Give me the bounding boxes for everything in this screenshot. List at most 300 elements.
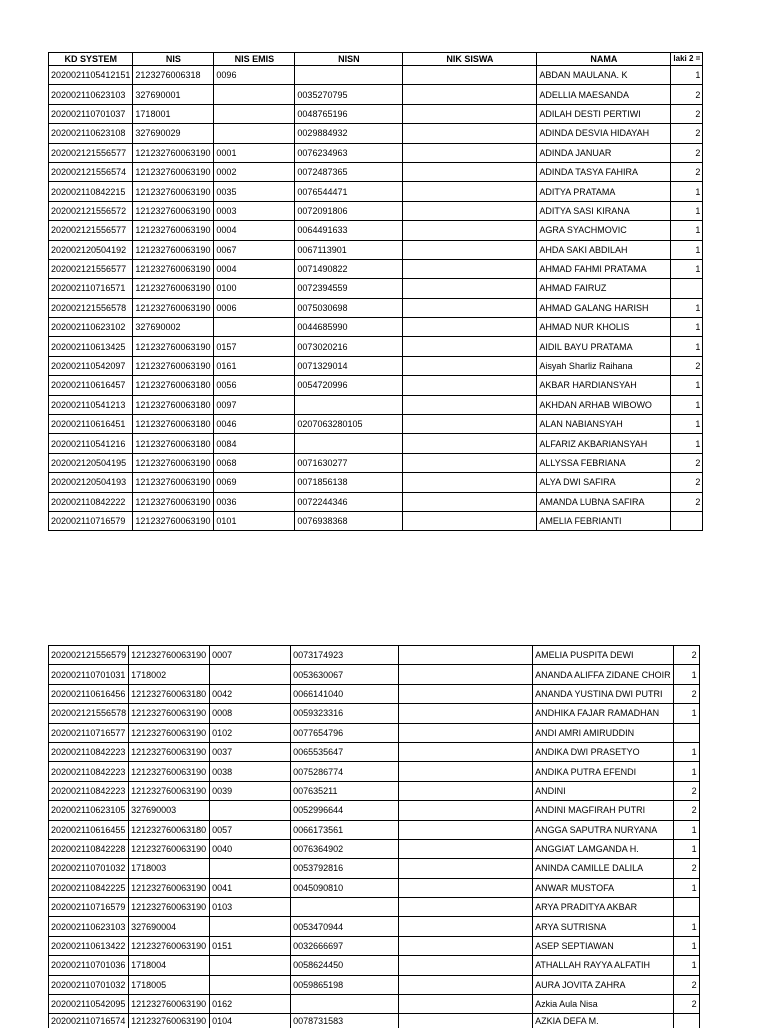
cell-nis-emis: 0036 xyxy=(214,492,295,511)
cell-nisn: 0073020216 xyxy=(295,337,403,356)
table-row xyxy=(49,878,700,897)
cell-nis: 121232760063190 xyxy=(129,878,210,897)
cell-nik-siswa xyxy=(403,395,537,414)
cell-gender: 1 xyxy=(671,201,703,220)
cell-nisn: 0076364902 xyxy=(291,839,399,858)
cell-kd-system: 202002110623103 xyxy=(49,917,129,936)
cell-nik-siswa xyxy=(399,956,533,975)
cell-nama: ABDAN MAULANA. K xyxy=(537,66,671,85)
cell-kd-system: 202002110616451 xyxy=(49,415,133,434)
cell-nis-emis xyxy=(210,859,291,878)
cell-nisn: 0075286774 xyxy=(291,762,399,781)
table-row xyxy=(49,898,700,917)
cell-kd-system: 202002110613422 xyxy=(49,936,129,955)
cell-nis: 121232760063190 xyxy=(133,453,214,472)
cell-nama: AMELIA PUSPITA DEWI xyxy=(533,646,674,665)
cell-nisn: 0054720996 xyxy=(295,376,403,395)
cell-nik-siswa xyxy=(403,356,537,375)
cell-nis-emis: 0041 xyxy=(210,878,291,897)
cell-nisn: 0052996644 xyxy=(291,801,399,820)
cell-nama: ALLYSSA FEBRIANA xyxy=(537,453,671,472)
cell-gender: 1 xyxy=(673,917,699,936)
cell-gender: 1 xyxy=(673,936,699,955)
cell-kd-system: 202002120504193 xyxy=(49,473,133,492)
cell-nama: AURA JOVITA ZAHRA xyxy=(533,975,674,994)
cell-nis: 121232760063180 xyxy=(133,376,214,395)
cell-nis-emis: 0046 xyxy=(214,415,295,434)
cell-nisn: 0066173561 xyxy=(291,820,399,839)
cell-nama: ANANDA YUSTINA DWI PUTRI xyxy=(533,684,674,703)
cell-nik-siswa xyxy=(403,415,537,434)
cell-nik-siswa xyxy=(403,240,537,259)
header-nis: NIS xyxy=(133,53,214,66)
cell-nisn: 0071490822 xyxy=(295,259,403,278)
cell-nis: 1718005 xyxy=(129,975,210,994)
cell-kd-system: 202002110716579 xyxy=(49,898,129,917)
cell-nisn: 0075030698 xyxy=(295,298,403,317)
cell-nama: Azkia Aula Nisa xyxy=(533,995,674,1014)
cell-nis: 327690004 xyxy=(129,917,210,936)
cell-nis-emis: 0068 xyxy=(214,453,295,472)
cell-kd-system: 202002121556578 xyxy=(49,704,129,723)
cell-nisn: 0029884932 xyxy=(295,124,403,143)
cell-kd-system: 202002110701032 xyxy=(49,975,129,994)
cell-nama: ALAN NABIANSYAH xyxy=(537,415,671,434)
table-row xyxy=(49,936,700,955)
cell-gender: 1 xyxy=(673,839,699,858)
cell-nis-emis: 0067 xyxy=(214,240,295,259)
cell-nik-siswa xyxy=(403,453,537,472)
cell-nik-siswa xyxy=(399,936,533,955)
table-row xyxy=(49,956,700,975)
cell-nik-siswa xyxy=(399,665,533,684)
cell-kd-system: 202002110616455 xyxy=(49,820,129,839)
cell-nis: 121232760063190 xyxy=(133,337,214,356)
cell-nis-emis: 0069 xyxy=(214,473,295,492)
cell-gender: 1 xyxy=(671,415,703,434)
cell-nama: ADINDA DESVIA HIDAYAH xyxy=(537,124,671,143)
cell-kd-system: 202002110701031 xyxy=(49,665,129,684)
cell-kd-system: 202002121556577 xyxy=(49,259,133,278)
cell-nis-emis xyxy=(210,665,291,684)
cell-nik-siswa xyxy=(399,801,533,820)
cell-nis: 121232760063190 xyxy=(129,995,210,1014)
cell-nis: 121232760063180 xyxy=(133,415,214,434)
cell-nama: ASEP SEPTIAWAN xyxy=(533,936,674,955)
cell-nik-siswa xyxy=(399,975,533,994)
table-row xyxy=(49,104,703,123)
cell-kd-system: 202002110842215 xyxy=(49,182,133,201)
cell-nis: 121232760063190 xyxy=(129,898,210,917)
header-nama: NAMA xyxy=(537,53,671,66)
cell-gender: 1 xyxy=(673,665,699,684)
cell-nis-emis: 0157 xyxy=(214,337,295,356)
cell-nik-siswa xyxy=(403,259,537,278)
cell-gender: 1 xyxy=(673,704,699,723)
table-row xyxy=(49,356,703,375)
cell-nis: 327690001 xyxy=(133,85,214,104)
cell-nis: 121232760063190 xyxy=(133,182,214,201)
cell-kd-system: 202002110842223 xyxy=(49,762,129,781)
cell-gender: 1 xyxy=(671,337,703,356)
cell-nis-emis xyxy=(214,124,295,143)
cell-nama: ARYA SUTRISNA xyxy=(533,917,674,936)
cell-nisn: 0053470944 xyxy=(291,917,399,936)
cell-kd-system: 202002121556577 xyxy=(49,143,133,162)
cell-gender: 1 xyxy=(671,395,703,414)
cell-nis-emis: 0102 xyxy=(210,723,291,742)
cell-nis-emis: 0004 xyxy=(214,259,295,278)
cell-gender: 2 xyxy=(671,473,703,492)
cell-nis-emis xyxy=(214,104,295,123)
cell-nama: ADITYA SASI KIRANA xyxy=(537,201,671,220)
cell-nik-siswa xyxy=(399,723,533,742)
cell-gender: 2 xyxy=(671,492,703,511)
table-row xyxy=(49,995,700,1014)
cell-nama: AIDIL BAYU PRATAMA xyxy=(537,337,671,356)
cell-nis-emis: 0002 xyxy=(214,162,295,181)
cell-nama: ANDINI xyxy=(533,781,674,800)
cell-gender: 2 xyxy=(671,453,703,472)
cell-nik-siswa xyxy=(403,182,537,201)
table-row xyxy=(49,201,703,220)
table-row xyxy=(49,318,703,337)
table-row xyxy=(49,162,703,181)
cell-nama: AMELIA FEBRIANTI xyxy=(537,511,671,530)
cell-gender: 2 xyxy=(673,859,699,878)
cell-nama: ANDINI MAGFIRAH PUTRI xyxy=(533,801,674,820)
cell-kd-system: 202002110623105 xyxy=(49,801,129,820)
table-row xyxy=(49,1014,700,1028)
table-row xyxy=(49,781,700,800)
cell-nis-emis: 0101 xyxy=(214,511,295,530)
cell-kd-system: 2020021105412151 xyxy=(49,66,133,85)
cell-nik-siswa xyxy=(403,473,537,492)
table-row xyxy=(49,279,703,298)
cell-nama: AGRA SYACHMOVIC xyxy=(537,221,671,240)
table-row xyxy=(49,723,700,742)
cell-nis: 121232760063190 xyxy=(129,723,210,742)
cell-nis: 121232760063190 xyxy=(129,936,210,955)
cell-gender: 2 xyxy=(673,801,699,820)
table-row xyxy=(49,684,700,703)
table-row xyxy=(49,742,700,761)
table-row xyxy=(49,85,703,104)
cell-gender: 2 xyxy=(673,995,699,1014)
cell-gender xyxy=(673,898,699,917)
cell-nik-siswa xyxy=(403,279,537,298)
table-row xyxy=(49,66,703,85)
cell-nik-siswa xyxy=(399,762,533,781)
cell-nis: 327690029 xyxy=(133,124,214,143)
cell-nik-siswa xyxy=(403,337,537,356)
header-nisn: NISN xyxy=(295,53,403,66)
cell-nis: 121232760063190 xyxy=(129,762,210,781)
table-row xyxy=(49,240,703,259)
cell-nis-emis: 0056 xyxy=(214,376,295,395)
cell-nis-emis xyxy=(210,956,291,975)
cell-nama: ALYA DWI SAFIRA xyxy=(537,473,671,492)
cell-kd-system: 202002110541216 xyxy=(49,434,133,453)
cell-nik-siswa xyxy=(399,684,533,703)
cell-kd-system: 202002121556577 xyxy=(49,221,133,240)
cell-nama: ADINDA TASYA FAHIRA xyxy=(537,162,671,181)
cell-nik-siswa xyxy=(403,104,537,123)
cell-nama: AHMAD FAIRUZ xyxy=(537,279,671,298)
cell-nis-emis: 0042 xyxy=(210,684,291,703)
cell-kd-system: 202002110542097 xyxy=(49,356,133,375)
cell-nis: 121232760063180 xyxy=(129,684,210,703)
cell-nis: 121232760063190 xyxy=(133,492,214,511)
cell-nisn: 0066141040 xyxy=(291,684,399,703)
table-row xyxy=(49,859,700,878)
student-table-page-2 xyxy=(48,645,700,1028)
cell-nama: AKBAR HARDIANSYAH xyxy=(537,376,671,395)
cell-nisn: 0045090810 xyxy=(291,878,399,897)
cell-gender: 1 xyxy=(673,820,699,839)
cell-kd-system: 202002110716577 xyxy=(49,723,129,742)
cell-gender: 2 xyxy=(673,975,699,994)
cell-kd-system: 202002121556579 xyxy=(49,646,129,665)
cell-nis: 121232760063190 xyxy=(129,1014,210,1028)
table-row xyxy=(49,259,703,278)
cell-nis-emis: 0162 xyxy=(210,995,291,1014)
cell-nama: AHMAD FAHMI PRATAMA xyxy=(537,259,671,278)
cell-gender: 1 xyxy=(671,182,703,201)
cell-nisn: 0078731583 xyxy=(291,1014,399,1028)
cell-nik-siswa xyxy=(403,143,537,162)
cell-nik-siswa xyxy=(399,839,533,858)
cell-nisn: 0072487365 xyxy=(295,162,403,181)
cell-gender: 2 xyxy=(671,124,703,143)
cell-nama: ANDIKA DWI PRASETYO xyxy=(533,742,674,761)
cell-kd-system: 202002121556572 xyxy=(49,201,133,220)
cell-nis-emis: 0057 xyxy=(210,820,291,839)
cell-kd-system: 202002110701036 xyxy=(49,956,129,975)
cell-nama: AKHDAN ARHAB WIBOWO xyxy=(537,395,671,414)
table-row xyxy=(49,646,700,665)
table-row xyxy=(49,221,703,240)
cell-nik-siswa xyxy=(403,85,537,104)
cell-nama: AMANDA LUBNA SAFIRA xyxy=(537,492,671,511)
cell-nik-siswa xyxy=(403,124,537,143)
cell-nis-emis xyxy=(210,917,291,936)
cell-nik-siswa xyxy=(403,376,537,395)
cell-nama: ANDIKA PUTRA EFENDI xyxy=(533,762,674,781)
cell-kd-system: 202002110623108 xyxy=(49,124,133,143)
cell-nama: ANDI AMRI AMIRUDDIN xyxy=(533,723,674,742)
cell-nis-emis xyxy=(214,318,295,337)
cell-kd-system: 202002110623102 xyxy=(49,318,133,337)
cell-nisn: 0048765196 xyxy=(295,104,403,123)
cell-gender: 1 xyxy=(671,240,703,259)
table-row xyxy=(49,492,703,511)
cell-nik-siswa xyxy=(399,742,533,761)
cell-nama: ANWAR MUSTOFA xyxy=(533,878,674,897)
cell-nisn: 007635211 xyxy=(291,781,399,800)
cell-kd-system: 202002110542095 xyxy=(49,995,129,1014)
cell-gender: 1 xyxy=(671,434,703,453)
cell-nis-emis: 0008 xyxy=(210,704,291,723)
cell-gender: 1 xyxy=(671,318,703,337)
cell-nis-emis xyxy=(210,801,291,820)
header-gender: laki 2 = xyxy=(671,53,703,66)
table-row xyxy=(49,820,700,839)
cell-nisn xyxy=(291,995,399,1014)
cell-kd-system: 202002110701037 xyxy=(49,104,133,123)
cell-nama: AHMAD NUR KHOLIS xyxy=(537,318,671,337)
cell-nisn: 0071630277 xyxy=(295,453,403,472)
cell-nis: 121232760063190 xyxy=(129,646,210,665)
table-row xyxy=(49,801,700,820)
cell-nis: 121232760063190 xyxy=(133,240,214,259)
cell-gender: 1 xyxy=(671,66,703,85)
student-table-page-1 xyxy=(48,52,703,531)
cell-nis: 121232760063190 xyxy=(133,221,214,240)
cell-nisn: 0073174923 xyxy=(291,646,399,665)
cell-gender: 1 xyxy=(673,742,699,761)
table-row xyxy=(49,665,700,684)
cell-nik-siswa xyxy=(399,646,533,665)
cell-nisn: 0065535647 xyxy=(291,742,399,761)
cell-kd-system: 202002120504192 xyxy=(49,240,133,259)
cell-nis: 121232760063190 xyxy=(133,259,214,278)
cell-nisn xyxy=(295,66,403,85)
table-row xyxy=(49,182,703,201)
cell-nis: 327690002 xyxy=(133,318,214,337)
cell-nisn: 0064491633 xyxy=(295,221,403,240)
cell-nik-siswa xyxy=(403,201,537,220)
cell-nama: ATHALLAH RAYYA ALFATIH xyxy=(533,956,674,975)
cell-kd-system: 202002110842223 xyxy=(49,742,129,761)
table-row xyxy=(49,917,700,936)
table-row xyxy=(49,395,703,414)
cell-kd-system: 202002110842223 xyxy=(49,781,129,800)
cell-nis: 1718003 xyxy=(129,859,210,878)
cell-nama: ALFARIZ AKBARIANSYAH xyxy=(537,434,671,453)
cell-nama: Aisyah Sharliz Raihana xyxy=(537,356,671,375)
cell-nama: ARYA PRADITYA AKBAR xyxy=(533,898,674,917)
cell-nis-emis: 0001 xyxy=(214,143,295,162)
cell-nis-emis: 0100 xyxy=(214,279,295,298)
cell-nis: 121232760063190 xyxy=(133,298,214,317)
cell-kd-system: 202002110623103 xyxy=(49,85,133,104)
cell-nisn: 0071329014 xyxy=(295,356,403,375)
cell-nis-emis: 0037 xyxy=(210,742,291,761)
cell-nama: ANGGIAT LAMGANDA H. xyxy=(533,839,674,858)
cell-nis: 121232760063190 xyxy=(129,839,210,858)
cell-nis-emis: 0104 xyxy=(210,1014,291,1028)
cell-nis-emis: 0007 xyxy=(210,646,291,665)
cell-gender xyxy=(673,723,699,742)
cell-nis-emis: 0103 xyxy=(210,898,291,917)
cell-nis-emis: 0151 xyxy=(210,936,291,955)
cell-nis-emis: 0161 xyxy=(214,356,295,375)
cell-kd-system: 202002110616456 xyxy=(49,684,129,703)
cell-gender: 2 xyxy=(671,85,703,104)
cell-nik-siswa xyxy=(403,492,537,511)
cell-kd-system: 202002110716571 xyxy=(49,279,133,298)
cell-gender: 1 xyxy=(671,298,703,317)
table-header-row xyxy=(49,53,703,66)
cell-nik-siswa xyxy=(403,318,537,337)
cell-gender: 2 xyxy=(673,684,699,703)
cell-nisn: 0059865198 xyxy=(291,975,399,994)
cell-gender: 1 xyxy=(671,376,703,395)
cell-kd-system: 202002110541213 xyxy=(49,395,133,414)
cell-kd-system: 202002110842225 xyxy=(49,878,129,897)
table-row xyxy=(49,415,703,434)
cell-nis: 121232760063190 xyxy=(133,162,214,181)
cell-nis: 121232760063190 xyxy=(129,742,210,761)
cell-nis: 2123276006318 xyxy=(133,66,214,85)
cell-nik-siswa xyxy=(399,820,533,839)
cell-kd-system: 202002120504195 xyxy=(49,453,133,472)
cell-nis: 1718004 xyxy=(129,956,210,975)
table-row xyxy=(49,124,703,143)
table-row xyxy=(49,704,700,723)
cell-nisn: 0044685990 xyxy=(295,318,403,337)
cell-gender xyxy=(673,1014,699,1028)
cell-nis: 327690003 xyxy=(129,801,210,820)
cell-gender xyxy=(671,279,703,298)
cell-kd-system: 202002110701032 xyxy=(49,859,129,878)
cell-gender: 1 xyxy=(673,878,699,897)
cell-nis: 121232760063190 xyxy=(133,473,214,492)
cell-nis-emis: 0039 xyxy=(210,781,291,800)
cell-nisn: 0059323316 xyxy=(291,704,399,723)
cell-nis-emis: 0038 xyxy=(210,762,291,781)
cell-kd-system: 202002110716574 xyxy=(49,1014,129,1028)
cell-nis: 121232760063190 xyxy=(133,511,214,530)
cell-nis-emis: 0035 xyxy=(214,182,295,201)
cell-nisn: 0077654796 xyxy=(291,723,399,742)
cell-kd-system: 202002110613425 xyxy=(49,337,133,356)
cell-nama: ADELLIA MAESANDA xyxy=(537,85,671,104)
table-row xyxy=(49,473,703,492)
cell-nisn: 0076938368 xyxy=(295,511,403,530)
cell-nis-emis: 0003 xyxy=(214,201,295,220)
cell-gender: 2 xyxy=(673,781,699,800)
cell-gender xyxy=(671,511,703,530)
cell-nis-emis: 0004 xyxy=(214,221,295,240)
cell-nis: 1718002 xyxy=(129,665,210,684)
cell-kd-system: 202002121556574 xyxy=(49,162,133,181)
cell-nisn: 0071856138 xyxy=(295,473,403,492)
cell-nisn: 0053630067 xyxy=(291,665,399,684)
cell-nik-siswa xyxy=(399,898,533,917)
cell-kd-system: 202002110616457 xyxy=(49,376,133,395)
cell-nama: ANANDA ALIFFA ZIDANE CHOIR xyxy=(533,665,674,684)
table-row xyxy=(49,376,703,395)
cell-nik-siswa xyxy=(399,878,533,897)
cell-nisn: 0053792816 xyxy=(291,859,399,878)
cell-nis-emis: 0040 xyxy=(210,839,291,858)
cell-nik-siswa xyxy=(399,917,533,936)
cell-nama: AZKIA DEFA M. xyxy=(533,1014,674,1028)
cell-gender: 2 xyxy=(671,162,703,181)
cell-nis: 121232760063190 xyxy=(133,279,214,298)
cell-nik-siswa xyxy=(399,1014,533,1028)
cell-gender: 2 xyxy=(671,104,703,123)
cell-nis: 121232760063190 xyxy=(133,356,214,375)
cell-nisn xyxy=(295,434,403,453)
cell-nama: AHDA SAKI ABDILAH xyxy=(537,240,671,259)
cell-nisn: 0032666697 xyxy=(291,936,399,955)
cell-nik-siswa xyxy=(403,298,537,317)
cell-nisn: 0035270795 xyxy=(295,85,403,104)
table-row xyxy=(49,975,700,994)
